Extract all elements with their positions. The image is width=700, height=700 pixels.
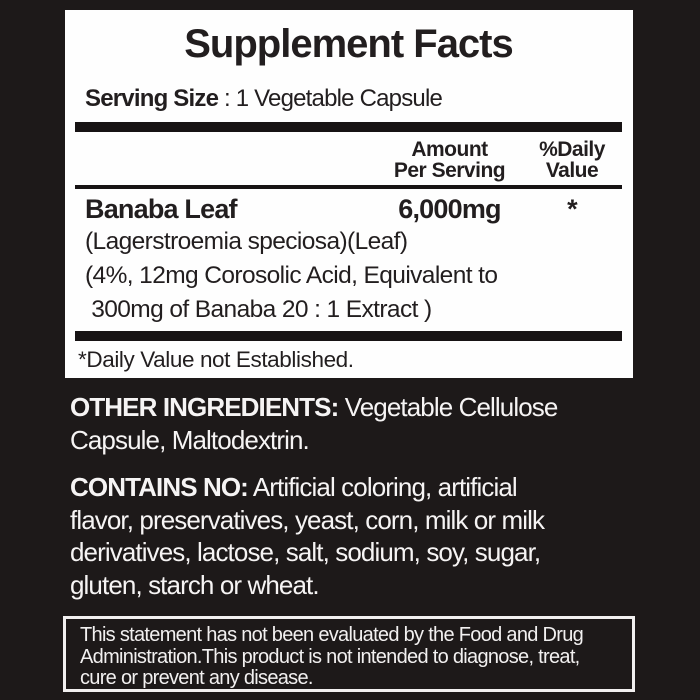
contains-no-line3: derivatives, lactose, salt, sodium, soy, sugar,	[70, 537, 541, 567]
divider-thick-bottom	[75, 331, 622, 341]
disclaimer-line3: cure or prevent any disease.	[80, 667, 313, 689]
ingredient-amount: 6,000mg	[398, 194, 501, 224]
serving-size-row	[85, 84, 622, 114]
description-line: (Lagerstroemia speciosa)(Leaf)	[85, 228, 408, 255]
other-ingredients-label: OTHER INGREDIENTS:	[70, 392, 339, 422]
ingredient-row	[75, 193, 622, 225]
contains-no-rest: Artificial coloring, artificial	[247, 472, 517, 502]
disclaimer-line2: Administration.This product is not intended to diagnose, treat,	[80, 645, 580, 668]
header-daily-value	[522, 139, 622, 181]
contains-no-label: CONTAINS NO:	[70, 472, 248, 502]
other-ingredients-section	[70, 391, 645, 456]
panel-title: Supplement Facts	[184, 22, 513, 66]
header-amount-line1: Amount	[411, 138, 488, 161]
contains-no-line1	[70, 471, 645, 504]
daily-value-footnote: *Daily Value not Established.	[78, 347, 354, 372]
serving-size-label: Serving Size	[85, 85, 219, 112]
description-line: (4%, 12mg Corosolic Acid, Equivalent to	[85, 262, 498, 289]
ingredient-name: Banaba Leaf	[85, 194, 237, 224]
contains-no-line4: gluten, starch or wheat.	[70, 569, 319, 600]
header-amount-line2: Per Serving	[393, 159, 506, 182]
other-ingredients-rest: Vegetable Cellulose	[338, 392, 558, 422]
fda-disclaimer-box	[63, 616, 635, 692]
disclaimer-line1: This statement has not been evaluated by the Food and Drug	[80, 624, 584, 646]
header-dv-line1: %Daily	[539, 138, 605, 161]
ingredient-description	[85, 225, 622, 327]
description-line: 300mg of Banaba 20 : 1 Extract )	[85, 296, 432, 323]
contains-no-section	[70, 471, 645, 601]
header-dv-line2: Value	[545, 159, 599, 182]
header-amount-per-serving	[377, 139, 522, 181]
divider-thick-top	[75, 122, 622, 132]
table-header-row	[75, 139, 622, 181]
serving-size-value: : 1 Vegetable Capsule	[218, 85, 443, 112]
other-ingredients-line2: Capsule, Maltodextrin.	[70, 424, 309, 455]
other-ingredients-line1	[70, 391, 645, 424]
divider-medium	[75, 185, 622, 189]
supplement-facts-panel	[65, 10, 633, 378]
ingredient-daily-value: *	[567, 194, 577, 224]
contains-no-line2: flavor, preservatives, yeast, corn, milk or milk	[70, 504, 545, 535]
